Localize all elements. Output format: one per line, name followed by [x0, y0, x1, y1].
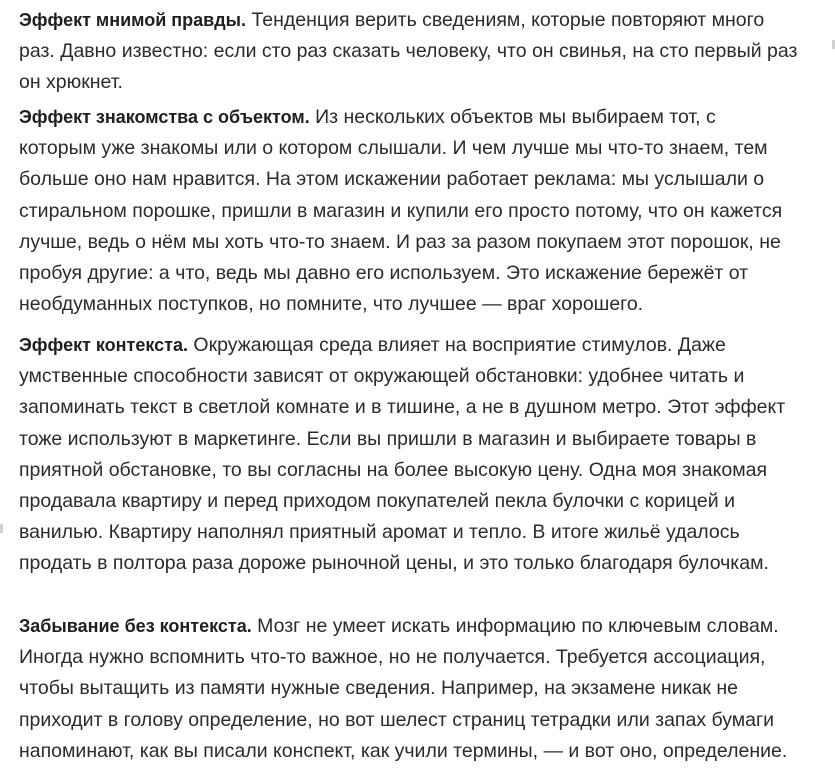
term-heading: Эффект знакомства с объектом. — [19, 107, 310, 127]
paragraph-line: он хрюкнет. — [19, 71, 123, 94]
paragraph-line: запоминать текст в светлой комнате и в тишине, а не в душном метро. Этот эффект — [19, 396, 786, 419]
paragraph-line — [19, 5, 797, 36]
paragraph-line: пробуя другие: а что, ведь мы давно его используем. Это искажение бережёт от — [19, 261, 749, 284]
paragraph-context-effect — [19, 330, 785, 580]
term-heading: Эффект контекста. — [19, 335, 188, 355]
paragraph-line: Иногда нужно вспомнить что-то важное, но не получается. Требуется ассоциация, — [19, 646, 766, 669]
paragraph-illusory-truth-effect — [19, 5, 797, 99]
line-text: Тенденция верить сведениям, которые повторяют много — [246, 9, 765, 31]
paragraph-line: необдуманных поступков, но помните, что лучшее — враг хорошего. — [19, 293, 644, 316]
paragraph-line: чтобы вытащить из памяти нужные сведения. Например, на экзамене никак не — [19, 677, 738, 700]
paragraph-line: тоже используют в маркетинге. Если вы пришли в магазин и выбираете товары в — [19, 427, 757, 450]
paragraph-line: умственные способности зависят от окружающей обстановки: удобнее читать и — [19, 365, 745, 388]
paragraph-line: напоминают, как вы писали конспект, как учили термины, — и вот оно, определение. — [19, 739, 788, 762]
paragraph-line: приходит в голову определение, но вот шелест страниц тетрадки или запах бумаги — [19, 708, 775, 731]
line-text: Мозг не умеет искать информацию по ключевым словам. — [251, 615, 779, 637]
paragraph-line: ванилью. Квартиру наполнял приятный аромат и тепло. В итоге жильё удалось — [19, 521, 740, 544]
paragraph-line: которым уже знакомы или о котором слышали. И чем лучше мы что-то знаем, тем — [19, 137, 768, 160]
paragraph-line — [19, 330, 785, 361]
paragraph-line: продать в полтора раза дороже рыночной цены, и это только благодаря булочкам. — [19, 552, 769, 575]
paragraph-mere-exposure-effect — [19, 102, 782, 320]
paragraph-line: раз. Давно известно: если сто раз сказать человеку, что он свинья, на сто первый раз — [19, 40, 798, 63]
line-text: Из нескольких объектов мы выбираем тот, с — [309, 106, 716, 128]
paragraph-line: больше оно нам нравится. На этом искажении работает реклама: мы услышали о — [19, 168, 765, 191]
paragraph-line — [19, 102, 782, 133]
paragraph-line: лучше, ведь о нём мы хоть что-то знаем. И раз за разом покупаем этот порошок, не — [19, 230, 781, 253]
paragraph-line: продавала квартиру и перед приходом покупателей пекла булочки с корицей и — [19, 489, 735, 512]
paragraph-line: стиральном порошке, пришли в магазин и купили его просто потому, что он кажется — [19, 199, 783, 222]
term-heading: Забывание без контекста. — [19, 616, 252, 636]
edge-divider — [0, 524, 3, 533]
term-heading: Эффект мнимой правды. — [19, 10, 247, 30]
paragraph-line — [19, 611, 787, 642]
line-text: Окружающая среда влияет на восприятие стимулов. Даже — [187, 334, 726, 356]
paragraph-line: приятной обстановке, то вы согласны на более высокую цену. Одна моя знакомая — [19, 458, 768, 481]
paragraph-context-dependent-forgetting — [19, 611, 787, 767]
